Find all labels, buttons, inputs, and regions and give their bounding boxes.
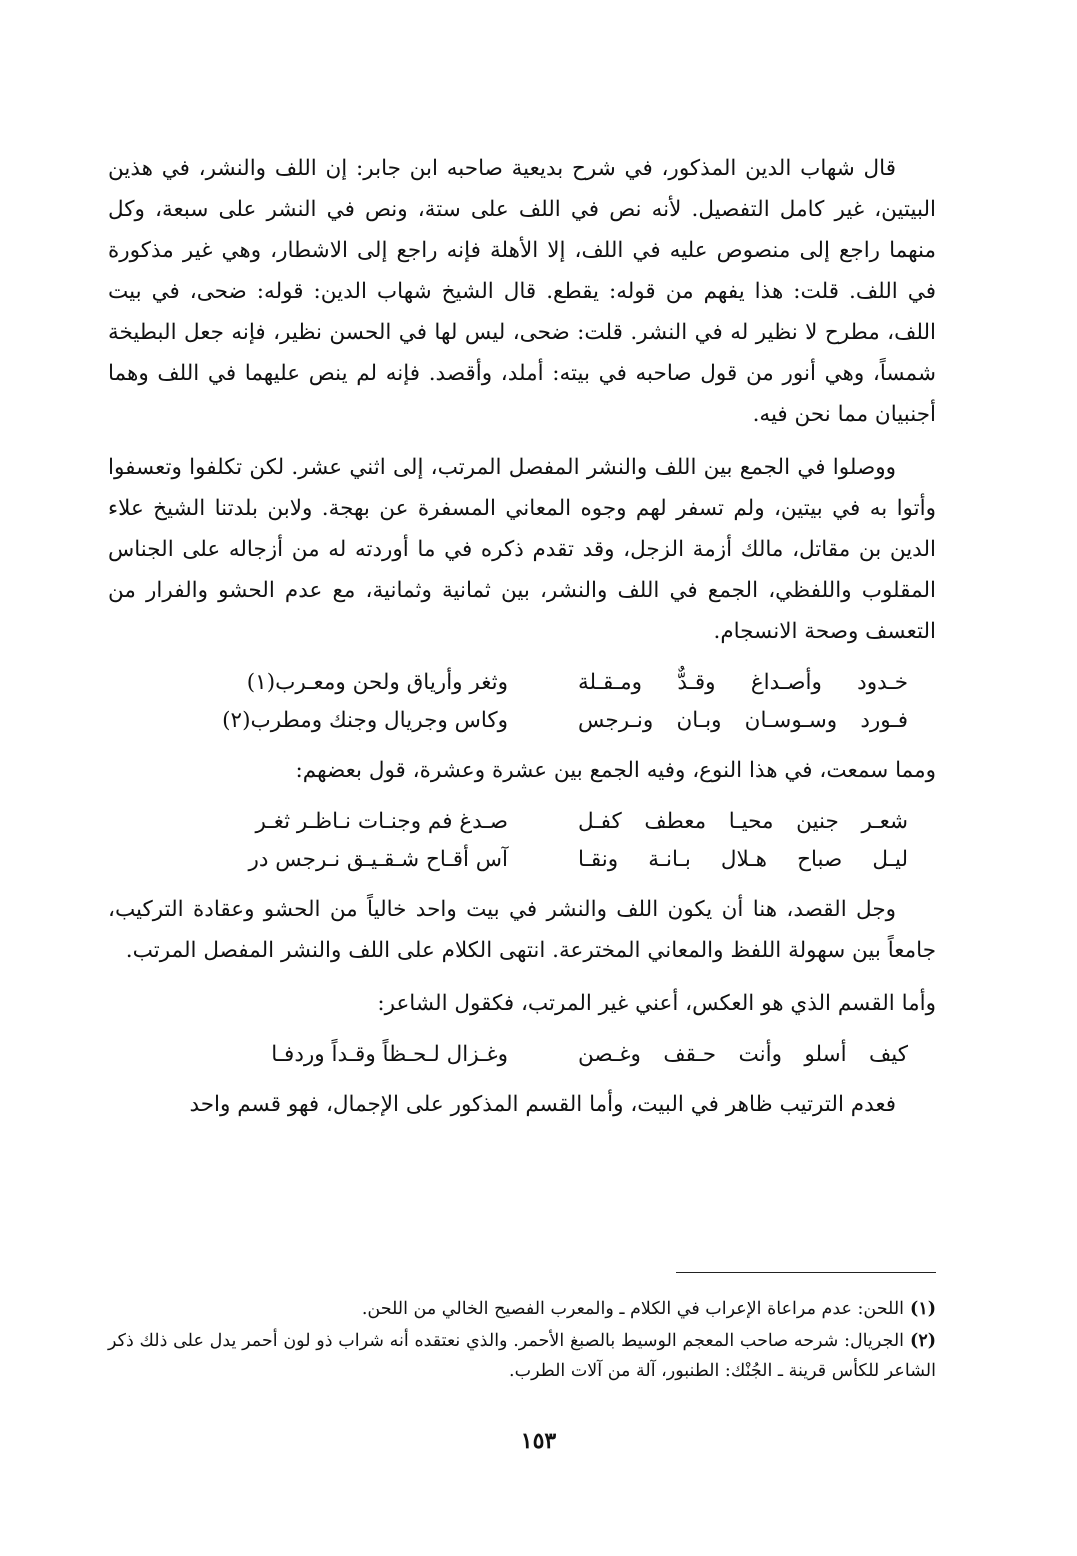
- footnote-number: (١): [910, 1299, 936, 1319]
- footnotes: [108, 1294, 936, 1388]
- paragraph-6: فعدم الترتيب ظاهر في البيت، وأما القسم المذكور على الإجمال، فهو قسم واحد: [189, 1092, 896, 1117]
- verse-line: [108, 803, 936, 841]
- verse-first-hemistich: فـورد وسـوسـان وبـان ونـرجس: [578, 708, 908, 733]
- paragraph-3: ومما سمعت، في هذا النوع، وفيه الجمع بين عشرة وعشرة، قول بعضهم:: [295, 758, 936, 783]
- verse-second-hemistich: وثغر وأرياق ولحن ومعـرب(١): [246, 670, 508, 695]
- footnote-text: الجريال: شرحه صاحب المعجم الوسيط بالصبغ الأحمر. والذي نعتقده أنه شراب ذو لون أحمر يدل على ذلك ذكر الشاعر للكأس قرينة ـ الجُنْك: الطنبور، آلة من آلات الطرب.: [108, 1331, 936, 1381]
- verse-first-hemistich: شعـر جنين محيـا معطف كفـل: [578, 809, 908, 834]
- verse-line: [108, 1036, 936, 1074]
- verse-second-hemistich: آس أقـاح شـقـيـق نـرجس در: [248, 847, 508, 872]
- verse-block-1: [108, 664, 936, 740]
- verse-line: [108, 664, 936, 702]
- footnote-text: اللحن: عدم مراعاة الإعراب في الكلام ـ والمعرب الفصيح الخالي من اللحن.: [361, 1299, 905, 1319]
- verse-block-3: [108, 1036, 936, 1074]
- verse-block-2: [108, 803, 936, 879]
- footnote-number: (٢): [910, 1331, 936, 1351]
- verse-line: [108, 841, 936, 879]
- footnote-separator: [676, 1272, 936, 1273]
- page-body: [108, 148, 936, 1137]
- paragraph-2: ووصلوا في الجمع بين اللف والنشر المفصل المرتب، إلى اثني عشر. لكن تكلفوا وتعسفوا وأتوا به في بيتين، ولم تسفر لهم وجوه المعاني المسفرة عن بهجة. ولابن بلدتنا الشيخ علاء الدين بن مقاتل، مالك أزمة الزجل، وقد تقدم ذكره في ما أوردته له من أزجاله على الجناس المقلوب واللفظي، الجمع في اللف والنشر، بين ثمانية وثمانية، مع عدم الحشو والفرار من التعسف وصحة الانسجام.: [108, 455, 936, 644]
- paragraph-4: وجل القصد، هنا أن يكون اللف والنشر في بيت واحد خالياً من الحشو وعقادة التركيب، جامعاً بين سهولة اللفظ والمعاني المخترعة. انتهى الكلام على اللف والنشر المفصل المرتب.: [108, 897, 936, 963]
- page-number: ١٥٣: [520, 1428, 557, 1454]
- verse-second-hemistich: صـدغ فم وجنـات نـاظـر ثغـر: [255, 809, 508, 834]
- paragraph-1: قال شهاب الدين المذكور، في شرح بديعية صاحبه ابن جابر: إن اللف والنشر، في هذين البيتين، غير كامل التفصيل. لأنه نص في اللف على ستة، ونص في النشر على سبعة، وكل منهما راجع إلى منصوص عليه في اللف، إلا الأهلة فإنه راجع إلى الاشطار، وهي غير مذكورة في اللف. قلت: هذا يفهم من قوله: يقطع. قال الشيخ شهاب الدين: قوله: ضحى، في بيت اللف، مطرح لا نظير له في النشر. قلت: ضحى، ليس لها في الحسن نظير، فإنه جعل البطيخة شمساً، وهي أنور من قول صاحبه في بيته: أملد، وأقصد. فإنه لم ينص عليهما في اللف وهما أجنبيان مما نحن فيه.: [108, 156, 936, 427]
- verse-line: [108, 702, 936, 740]
- verse-second-hemistich: وكاس وجريال وجنك ومطرب(٢): [222, 708, 508, 733]
- footnote-1: [108, 1294, 936, 1324]
- verse-first-hemistich: ليـل صباح هـلال بـانـة ونقـا: [578, 847, 908, 872]
- verse-second-hemistich: وغـزال لـحـظاً وقـداً وردفـا: [271, 1042, 508, 1067]
- paragraph-5: وأما القسم الذي هو العكس، أعني غير المرتب، فكقول الشاعر:: [377, 991, 936, 1016]
- verse-first-hemistich: كيف أسلو وأنت حـقف وغـصن: [578, 1042, 908, 1067]
- footnote-2: [108, 1326, 936, 1386]
- verse-first-hemistich: خـدود وأصـداغ وقـدٌّ ومـقـلة: [578, 670, 908, 695]
